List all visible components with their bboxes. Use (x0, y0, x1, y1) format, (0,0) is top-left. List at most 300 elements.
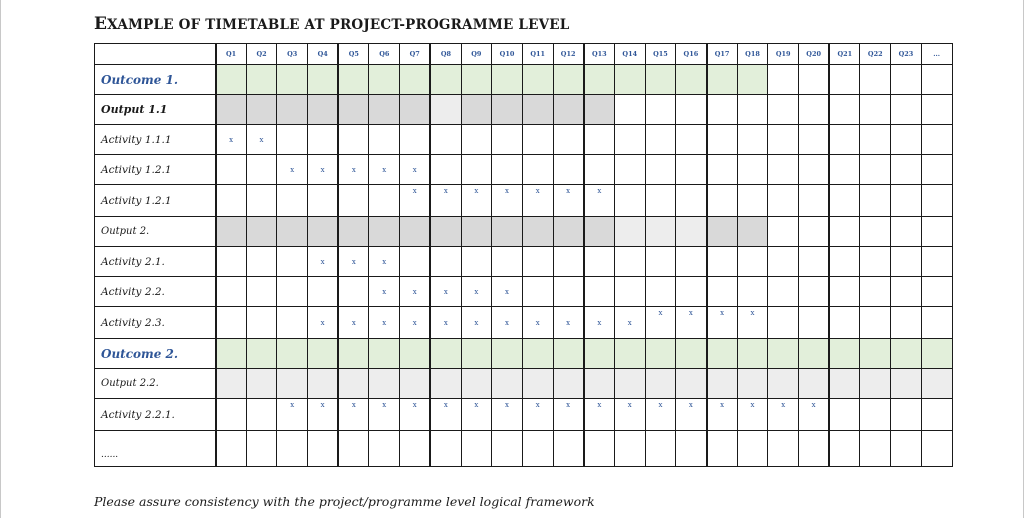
mark-cell: x (400, 307, 431, 339)
grid-cell (921, 431, 952, 467)
grid-cell (645, 95, 676, 125)
grid-cell (584, 277, 615, 307)
grid-cell (921, 125, 952, 155)
grid-cell (921, 247, 952, 277)
shaded-cell (676, 369, 707, 399)
grid-cell (860, 95, 891, 125)
grid-cell (553, 247, 584, 277)
grid-cell (891, 185, 922, 217)
grid-cell (584, 125, 615, 155)
grid-cell (707, 277, 738, 307)
shaded-cell (246, 217, 277, 247)
grid-cell (277, 307, 308, 339)
shaded-cell (338, 369, 369, 399)
grid-cell (614, 431, 645, 467)
shaded-cell (799, 369, 830, 399)
grid-cell (246, 431, 277, 467)
shaded-cell (553, 217, 584, 247)
grid-cell (829, 431, 860, 467)
grid-cell (860, 185, 891, 217)
shaded-cell (737, 65, 768, 95)
mark-cell: x (338, 399, 369, 431)
timetable-row (95, 65, 953, 95)
column-header-q12: Q12 (553, 44, 584, 65)
shaded-cell (522, 65, 553, 95)
grid-cell (737, 95, 768, 125)
grid-cell (676, 155, 707, 185)
mark-cell: x (400, 277, 431, 307)
grid-cell (676, 185, 707, 217)
shaded-cell (645, 339, 676, 369)
row-label: Activity 1.1.1 (95, 125, 216, 155)
grid-cell (891, 399, 922, 431)
grid-cell (707, 95, 738, 125)
grid-cell (676, 247, 707, 277)
mark-cell: x (369, 399, 400, 431)
grid-cell (645, 431, 676, 467)
mark-cell: x (400, 399, 431, 431)
grid-cell (891, 217, 922, 247)
shaded-cell (891, 369, 922, 399)
shaded-cell (246, 95, 277, 125)
grid-cell (246, 307, 277, 339)
grid-cell (645, 247, 676, 277)
mark-cell: x (645, 399, 676, 431)
shaded-cell (308, 369, 339, 399)
mark-cell: x (430, 185, 461, 217)
shaded-cell (737, 369, 768, 399)
grid-cell (614, 125, 645, 155)
grid-cell (461, 247, 492, 277)
grid-cell (921, 155, 952, 185)
grid-cell (921, 217, 952, 247)
mark-cell: x (338, 307, 369, 339)
grid-cell (676, 125, 707, 155)
grid-cell (216, 399, 247, 431)
grid-cell (799, 95, 830, 125)
grid-cell (799, 277, 830, 307)
grid-cell (645, 185, 676, 217)
mark-cell: x (553, 185, 584, 217)
grid-cell (737, 155, 768, 185)
timetable-row (95, 277, 953, 307)
grid-cell (492, 431, 523, 467)
mark-cell: x (338, 247, 369, 277)
shaded-cell (737, 217, 768, 247)
grid-cell (891, 125, 922, 155)
grid-cell (768, 277, 799, 307)
shaded-cell (707, 217, 738, 247)
grid-cell (584, 155, 615, 185)
grid-cell (799, 185, 830, 217)
shaded-cell (522, 369, 553, 399)
grid-cell (768, 125, 799, 155)
shaded-cell (676, 339, 707, 369)
column-header-q7: Q7 (400, 44, 431, 65)
grid-cell (768, 307, 799, 339)
grid-cell (860, 399, 891, 431)
column-header-q4: Q4 (308, 44, 339, 65)
grid-cell (400, 431, 431, 467)
grid-cell (430, 155, 461, 185)
mark-cell: x (707, 307, 738, 339)
mark-cell: x (308, 399, 339, 431)
column-header-q14: Q14 (614, 44, 645, 65)
mark-cell: x (614, 399, 645, 431)
mark-cell: x (369, 247, 400, 277)
mark-cell: x (737, 399, 768, 431)
column-header-q17: Q17 (707, 44, 738, 65)
mark-cell: x (492, 399, 523, 431)
shaded-cell (553, 369, 584, 399)
shaded-cell (430, 339, 461, 369)
grid-cell (522, 277, 553, 307)
timetable-row (95, 95, 953, 125)
grid-cell (338, 185, 369, 217)
grid-cell (216, 155, 247, 185)
grid-cell (737, 431, 768, 467)
shaded-cell (492, 217, 523, 247)
mark-cell: x (430, 307, 461, 339)
grid-cell (829, 95, 860, 125)
grid-cell (614, 247, 645, 277)
grid-cell (860, 65, 891, 95)
row-label: Output 2.2. (95, 369, 216, 399)
shaded-cell (338, 65, 369, 95)
grid-cell (338, 125, 369, 155)
shaded-cell (860, 369, 891, 399)
grid-cell (737, 277, 768, 307)
grid-cell (553, 277, 584, 307)
column-header-q5: Q5 (338, 44, 369, 65)
row-label: Outcome 1. (95, 65, 216, 95)
mark-cell: x (308, 247, 339, 277)
mark-cell: x (584, 185, 615, 217)
grid-cell (768, 431, 799, 467)
grid-cell (308, 277, 339, 307)
shaded-cell (492, 339, 523, 369)
grid-cell (707, 431, 738, 467)
timetable-row (95, 339, 953, 369)
shaded-cell (768, 339, 799, 369)
mark-cell: x (277, 155, 308, 185)
mark-cell: x (277, 399, 308, 431)
mark-cell: x (584, 399, 615, 431)
column-header-q13: Q13 (584, 44, 615, 65)
shaded-cell (216, 217, 247, 247)
mark-cell: x (400, 185, 431, 217)
shaded-cell (246, 65, 277, 95)
shaded-cell (430, 217, 461, 247)
shaded-cell (584, 217, 615, 247)
grid-cell (860, 307, 891, 339)
grid-cell (400, 247, 431, 277)
shaded-cell (921, 369, 952, 399)
shaded-cell (614, 369, 645, 399)
grid-cell (707, 247, 738, 277)
row-label: Activity 2.2. (95, 277, 216, 307)
column-header-q3: Q3 (277, 44, 308, 65)
shaded-cell (645, 65, 676, 95)
grid-cell (799, 431, 830, 467)
grid-cell (891, 431, 922, 467)
column-header-q6: Q6 (369, 44, 400, 65)
mark-cell: x (369, 277, 400, 307)
row-label: Output 1.1 (95, 95, 216, 125)
shaded-cell (737, 339, 768, 369)
shaded-cell (522, 339, 553, 369)
timetable-row (95, 369, 953, 399)
shaded-cell (768, 369, 799, 399)
timetable (94, 43, 953, 467)
grid-cell (522, 431, 553, 467)
mark-cell: x (461, 185, 492, 217)
shaded-cell (430, 95, 461, 125)
shaded-cell (492, 369, 523, 399)
grid-cell (492, 125, 523, 155)
shaded-cell (277, 339, 308, 369)
grid-cell (369, 431, 400, 467)
mark-cell: x (369, 155, 400, 185)
mark-cell: x (461, 307, 492, 339)
shaded-cell (369, 217, 400, 247)
grid-cell (522, 155, 553, 185)
shaded-cell (584, 339, 615, 369)
mark-cell: x (676, 307, 707, 339)
grid-cell (461, 125, 492, 155)
grid-cell (676, 95, 707, 125)
timetable-row (95, 307, 953, 339)
shaded-cell (308, 217, 339, 247)
grid-cell (891, 307, 922, 339)
shaded-cell (216, 369, 247, 399)
grid-cell (799, 217, 830, 247)
grid-cell (676, 431, 707, 467)
mark-cell: x (461, 399, 492, 431)
grid-cell (891, 277, 922, 307)
grid-cell (553, 155, 584, 185)
shaded-cell (707, 369, 738, 399)
grid-cell (522, 247, 553, 277)
grid-cell (338, 277, 369, 307)
column-header-q9: Q9 (461, 44, 492, 65)
mark-cell: x (246, 125, 277, 155)
shaded-cell (799, 339, 830, 369)
grid-cell (829, 155, 860, 185)
grid-cell (921, 307, 952, 339)
mark-cell: x (338, 155, 369, 185)
grid-cell (277, 185, 308, 217)
shaded-cell (400, 369, 431, 399)
mark-cell: x (216, 125, 247, 155)
shaded-cell (430, 369, 461, 399)
grid-cell (829, 399, 860, 431)
shaded-cell (430, 65, 461, 95)
column-header-q18: Q18 (737, 44, 768, 65)
mark-cell: x (522, 307, 553, 339)
grid-cell (645, 277, 676, 307)
grid-cell (707, 125, 738, 155)
column-header-q22: Q22 (860, 44, 891, 65)
grid-cell (492, 247, 523, 277)
page-title: EXAMPLE OF TIMETABLE AT PROJECT-PROGRAMME LEVEL (94, 14, 570, 34)
grid-cell (768, 247, 799, 277)
shaded-cell (338, 217, 369, 247)
grid-cell (799, 155, 830, 185)
grid-cell (369, 125, 400, 155)
mark-cell: x (707, 399, 738, 431)
shaded-cell (277, 217, 308, 247)
shaded-cell (369, 95, 400, 125)
column-header-q21: Q21 (829, 44, 860, 65)
timetable-row (95, 399, 953, 431)
column-header-dots: ... (921, 44, 952, 65)
shaded-cell (829, 369, 860, 399)
shaded-cell (277, 95, 308, 125)
grid-cell (645, 125, 676, 155)
grid-cell (461, 431, 492, 467)
page-frame-left (0, 0, 1, 518)
mark-cell: x (492, 307, 523, 339)
shaded-cell (645, 369, 676, 399)
shaded-cell (645, 217, 676, 247)
grid-cell (768, 65, 799, 95)
shaded-cell (461, 95, 492, 125)
shaded-cell (461, 217, 492, 247)
column-header-q16: Q16 (676, 44, 707, 65)
mark-cell: x (308, 155, 339, 185)
timetable-row (95, 247, 953, 277)
mark-cell: x (461, 277, 492, 307)
mark-cell: x (430, 277, 461, 307)
grid-cell (921, 277, 952, 307)
grid-cell (246, 277, 277, 307)
shaded-cell (707, 65, 738, 95)
grid-cell (829, 65, 860, 95)
grid-cell (799, 125, 830, 155)
column-header-q19: Q19 (768, 44, 799, 65)
grid-cell (614, 277, 645, 307)
grid-cell (461, 155, 492, 185)
grid-cell (860, 217, 891, 247)
shaded-cell (400, 217, 431, 247)
grid-cell (829, 277, 860, 307)
shaded-cell (676, 217, 707, 247)
shaded-cell (400, 339, 431, 369)
shaded-cell (338, 339, 369, 369)
grid-cell (829, 247, 860, 277)
grid-cell (246, 155, 277, 185)
grid-cell (860, 247, 891, 277)
grid-cell (829, 217, 860, 247)
mark-cell: x (430, 399, 461, 431)
mark-cell: x (799, 399, 830, 431)
shaded-cell (461, 65, 492, 95)
shaded-cell (216, 339, 247, 369)
row-label: Outcome 2. (95, 339, 216, 369)
mark-cell: x (492, 277, 523, 307)
shaded-cell (829, 339, 860, 369)
shaded-cell (584, 95, 615, 125)
grid-cell (216, 247, 247, 277)
mark-cell: x (308, 307, 339, 339)
shaded-cell (277, 65, 308, 95)
shaded-cell (614, 339, 645, 369)
column-header-q23: Q23 (891, 44, 922, 65)
grid-cell (277, 247, 308, 277)
shaded-cell (707, 339, 738, 369)
grid-cell (277, 431, 308, 467)
grid-cell (308, 185, 339, 217)
timetable-row (95, 155, 953, 185)
column-header-q8: Q8 (430, 44, 461, 65)
grid-cell (277, 125, 308, 155)
grid-cell (891, 247, 922, 277)
grid-cell (768, 185, 799, 217)
grid-cell (430, 431, 461, 467)
shaded-cell (492, 65, 523, 95)
grid-cell (891, 155, 922, 185)
grid-cell (891, 65, 922, 95)
grid-cell (216, 431, 247, 467)
grid-cell (860, 277, 891, 307)
grid-cell (737, 247, 768, 277)
shaded-cell (584, 369, 615, 399)
grid-cell (614, 155, 645, 185)
grid-cell (799, 247, 830, 277)
shaded-cell (338, 95, 369, 125)
grid-cell (246, 399, 277, 431)
shaded-cell (308, 65, 339, 95)
shaded-cell (676, 65, 707, 95)
shaded-cell (369, 339, 400, 369)
grid-cell (246, 185, 277, 217)
timetable-row (95, 125, 953, 155)
column-header-q20: Q20 (799, 44, 830, 65)
mark-cell: x (553, 307, 584, 339)
grid-cell (614, 185, 645, 217)
row-label: ...... (95, 431, 216, 467)
shaded-cell (522, 217, 553, 247)
shaded-cell (400, 65, 431, 95)
row-label: Activity 2.2.1. (95, 399, 216, 431)
grid-cell (277, 277, 308, 307)
shaded-cell (277, 369, 308, 399)
grid-cell (216, 185, 247, 217)
mark-cell: x (645, 307, 676, 339)
mark-cell: x (553, 399, 584, 431)
shaded-cell (461, 339, 492, 369)
grid-cell (246, 247, 277, 277)
grid-cell (216, 307, 247, 339)
grid-cell (676, 277, 707, 307)
grid-cell (860, 431, 891, 467)
grid-cell (768, 155, 799, 185)
shaded-cell (369, 369, 400, 399)
grid-cell (430, 247, 461, 277)
row-label: Output 2. (95, 217, 216, 247)
shaded-cell (246, 369, 277, 399)
timetable-row (95, 217, 953, 247)
grid-cell (400, 125, 431, 155)
shaded-cell (492, 95, 523, 125)
shaded-cell (308, 95, 339, 125)
row-label: Activity 1.2.1 (95, 185, 216, 217)
grid-cell (737, 125, 768, 155)
mark-cell: x (522, 185, 553, 217)
grid-cell (860, 155, 891, 185)
timetable-row (95, 185, 953, 217)
